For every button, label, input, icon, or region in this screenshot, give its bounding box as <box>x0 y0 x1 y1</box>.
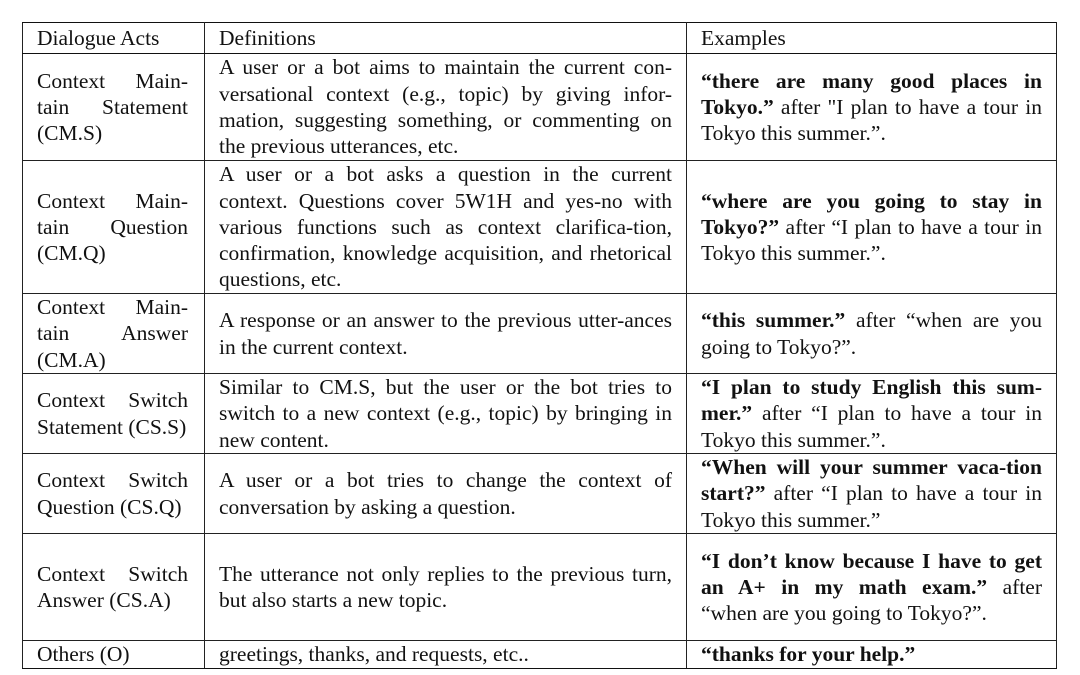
definition-cell: A user or a bot aims to maintain the current con-versational context (e.g., topic) by giving infor-mation, suggesting something, or commenting on the previous utterances, etc. <box>205 54 687 161</box>
example-cell <box>687 534 1057 641</box>
dialogue-act-cell: Context Switch Question (CS.Q) <box>23 454 205 534</box>
example-bold: “thanks for your help.” <box>701 642 916 667</box>
example-cell <box>687 54 1057 161</box>
example-context: after “when are you going to Tokyo?”. <box>701 574 1042 626</box>
dialogue-acts-table <box>22 22 1057 669</box>
table-row <box>23 54 1057 161</box>
example-cell <box>687 161 1057 294</box>
table-row <box>23 374 1057 454</box>
dialogue-act-cell: Context Main-tain Answer (CM.A) <box>23 294 205 374</box>
table-header-row <box>23 23 1057 54</box>
definition-cell: The utterance not only replies to the previous turn, but also starts a new topic. <box>205 534 687 641</box>
example-cell <box>687 294 1057 374</box>
dialogue-act-cell: Context Main-tain Statement (CM.S) <box>23 54 205 161</box>
header-definitions: Definitions <box>205 23 687 54</box>
definition-cell: A user or a bot asks a question in the current context. Questions cover 5W1H and yes-no with various functions such as context clarifica-tion, confirmation, knowledge acquisition, and rhetorical questions, etc. <box>205 161 687 294</box>
example-context: after “I plan to have a tour in Tokyo this summer.”. <box>701 401 1042 452</box>
definition-cell: greetings, thanks, and requests, etc.. <box>205 641 687 669</box>
example-bold: “where are you going to stay in Tokyo?” <box>701 188 1042 239</box>
table-container <box>22 22 1056 669</box>
table-row <box>23 641 1057 669</box>
dialogue-act-cell: Others (O) <box>23 641 205 669</box>
dialogue-act-cell: Context Main-tain Question (CM.Q) <box>23 161 205 294</box>
example-bold: “I don’t know because I have to get an A+ in my math exam.” <box>701 548 1042 599</box>
example-context: after “I plan to have a tour in Tokyo this summer.” <box>701 481 1042 532</box>
example-cell <box>687 641 1057 669</box>
definition-cell: A response or an answer to the previous utter-ances in the current context. <box>205 294 687 374</box>
example-context: after “I plan to have a tour in Tokyo this summer.”. <box>701 214 1042 266</box>
header-dialogue-acts: Dialogue Acts <box>23 23 205 54</box>
definition-cell: A user or a bot tries to change the context of conversation by asking a question. <box>205 454 687 534</box>
example-cell <box>687 374 1057 454</box>
example-bold: “there are many good places in Tokyo.” <box>701 68 1042 119</box>
header-examples: Examples <box>687 23 1057 54</box>
table-row <box>23 294 1057 374</box>
example-bold: “When will your summer vaca-tion start?” <box>701 455 1042 506</box>
table-row <box>23 161 1057 294</box>
example-cell <box>687 454 1057 534</box>
dialogue-act-cell: Context Switch Answer (CS.A) <box>23 534 205 641</box>
table-row <box>23 534 1057 641</box>
example-context: after "I plan to have a tour in Tokyo this summer.”. <box>701 94 1042 146</box>
example-bold: “this summer.” <box>701 308 846 333</box>
dialogue-act-cell: Context Switch Statement (CS.S) <box>23 374 205 454</box>
definition-cell: Similar to CM.S, but the user or the bot tries to switch to a new context (e.g., topic) by bringing in new content. <box>205 374 687 454</box>
example-bold: “I plan to study English this sum-mer.” <box>701 375 1042 426</box>
example-context: after “when are you going to Tokyo?”. <box>701 308 1042 359</box>
table-row <box>23 454 1057 534</box>
